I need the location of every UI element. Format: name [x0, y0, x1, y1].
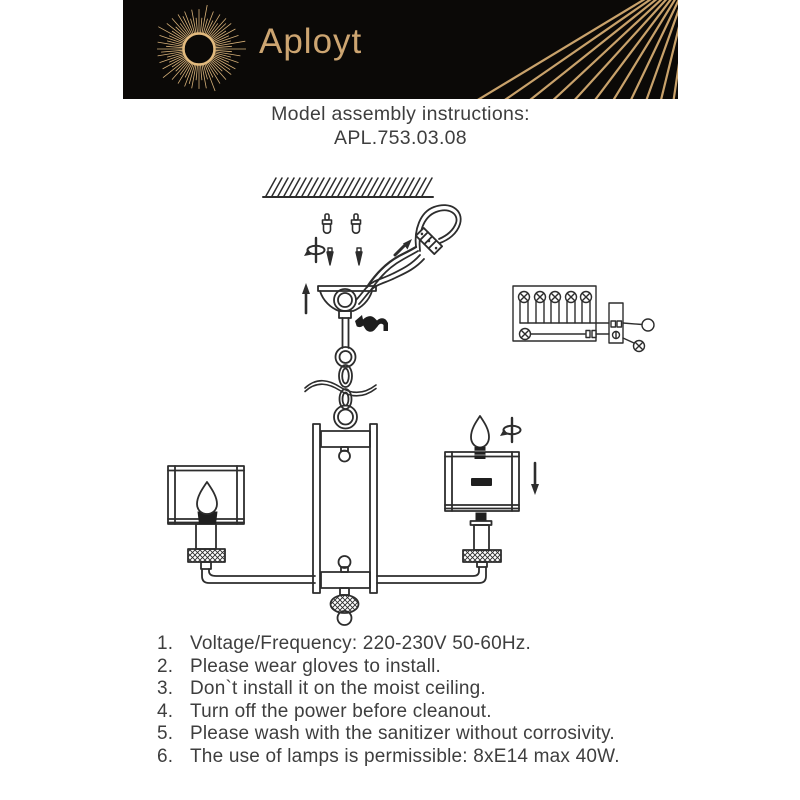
instructions-title: Model assembly instructions: — [271, 103, 530, 125]
item-text: Please wash with the sanitizer without corrosivity. — [190, 723, 615, 745]
ceiling-hatch — [263, 178, 433, 197]
candle-bulb-icon — [471, 416, 489, 448]
item-number: 5. — [157, 723, 174, 745]
candle-bulb-icon — [197, 482, 217, 514]
brand-logo-text: Aployt — [259, 22, 363, 61]
item-text: The use of lamps is permissible: 8xE14 max 40W. — [190, 745, 620, 767]
hook-icon — [355, 315, 388, 332]
left-lamp-assembly — [168, 466, 315, 583]
mounting-screw-icon — [327, 248, 362, 265]
up-arrow-icon — [302, 283, 310, 313]
item-text: Turn off the power before cleanout. — [190, 700, 492, 722]
item-text: Voltage/Frequency: 220-230V 50-60Hz. — [190, 633, 531, 654]
item-number: 3. — [157, 678, 174, 700]
suspension-chain — [334, 318, 357, 429]
down-arrow-icon — [531, 463, 539, 495]
item-number: 1. — [157, 633, 174, 654]
rotation-symbol-icon — [304, 238, 325, 262]
model-number: APL.753.03.08 — [334, 126, 467, 149]
mounting-canopy — [318, 286, 376, 318]
wall-anchor-icon — [323, 214, 361, 233]
instruction-item — [157, 678, 677, 701]
item-text: Please wear gloves to install. — [190, 655, 442, 677]
terminal-block — [609, 303, 623, 343]
chandelier-frame — [313, 424, 377, 625]
instruction-item — [157, 633, 677, 656]
item-text: Don`t install it on the moist ceiling. — [190, 678, 486, 700]
power-wire-connector — [356, 205, 461, 304]
instruction-item — [157, 723, 677, 746]
rotation-symbol-icon — [500, 418, 521, 442]
insert-arrow-icon — [403, 239, 412, 250]
item-number: 6. — [157, 745, 174, 767]
item-number: 4. — [157, 700, 174, 722]
item-number: 2. — [157, 655, 174, 677]
wiring-schematic — [513, 286, 654, 352]
instruction-item — [157, 701, 677, 724]
bulb-screw-base — [475, 447, 486, 459]
instruction-list — [157, 633, 677, 769]
instruction-item — [157, 746, 677, 769]
right-lamp-assembly — [377, 416, 519, 583]
instruction-item — [157, 656, 677, 679]
shade-socket-slot — [471, 478, 492, 486]
